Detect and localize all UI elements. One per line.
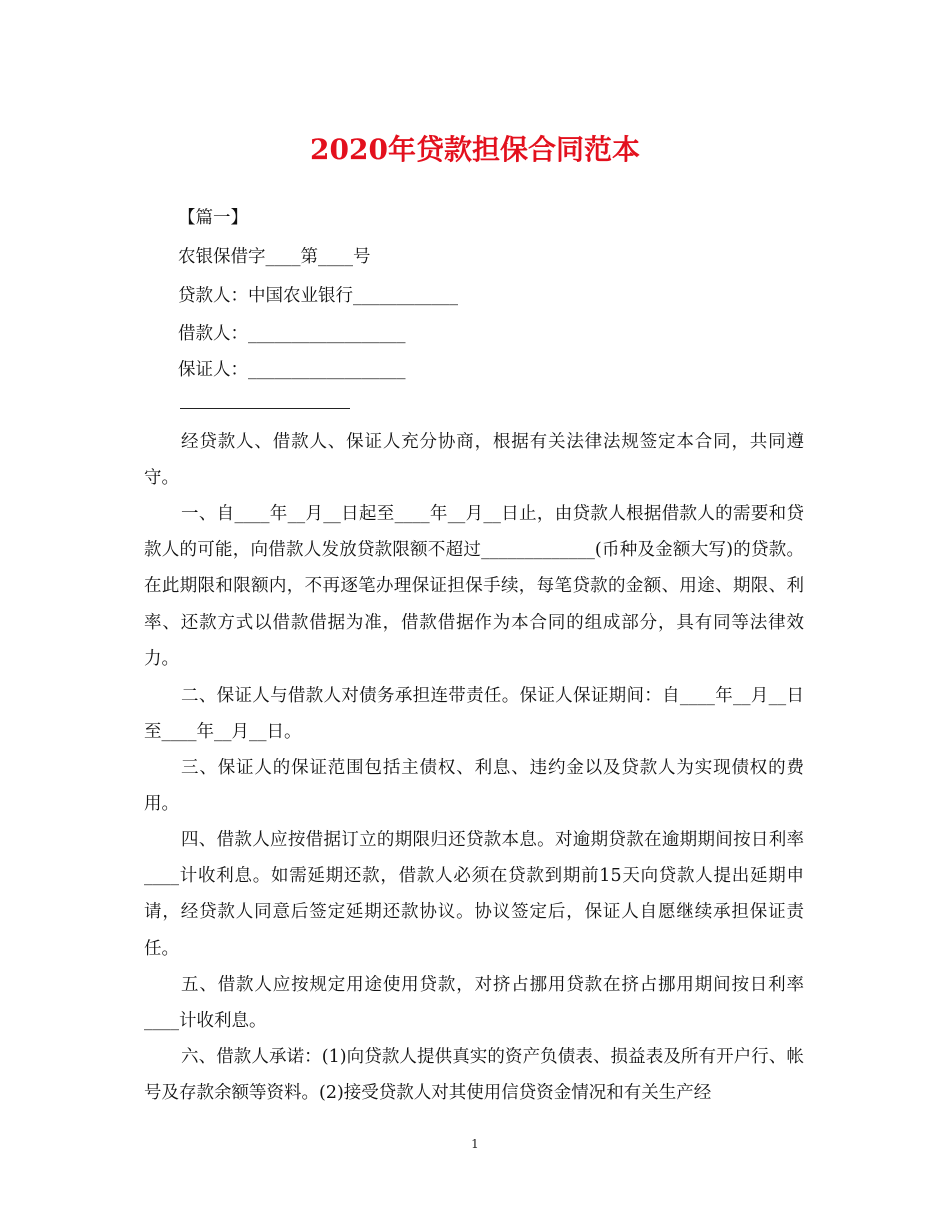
signature-blank-line: [180, 408, 350, 409]
borrower-line: 借款人：__________________: [178, 324, 406, 344]
guarantor-line: 保证人：__________________: [178, 360, 406, 380]
document-title: 2020年贷款担保合同范本: [310, 133, 640, 166]
paragraph-clause-3: 三、保证人的保证范围包括主债权、利息、违约金以及贷款人为实现债权的费用。: [144, 758, 804, 815]
contract-number-line: 农银保借字____第____号: [178, 247, 371, 267]
paragraph-clause-4: 四、借款人应按借据订立的期限归还贷款本息。对逾期贷款在逾期期间按日利率____计收利息。如需延期还款，借款人必须在贷款到期前15天向贷款人提出延期申请，经贷款人同意后签定延期还款协议。协议签定后，保证人自愿继续承担保证责任。: [144, 830, 804, 959]
paragraph-intro: 经贷款人、借款人、保证人充分协商，根据有关法律法规签定本合同，共同遵守。: [144, 432, 804, 489]
paragraph-clause-1: 一、自____年__月__日起至____年__月__日止，由贷款人根据借款人的需要和贷款人的可能，向借款人发放贷款限额不超过_____________(币种及金额大写)的贷款。在此期限和限额内，不再逐笔办理保证担保手续，每笔贷款的金额、用途、期限、利率、还款方式以借款借据为准，借款借据作为本合同的组成部分，具有同等法律效力。: [144, 504, 804, 669]
page-number: 1: [471, 1137, 479, 1151]
lender-line: 贷款人：中国农业银行____________: [178, 286, 458, 306]
section-label: 【篇一】: [178, 208, 248, 228]
paragraph-clause-5: 五、借款人应按规定用途使用贷款，对挤占挪用贷款在挤占挪用期间按日利率____计收利息。: [144, 975, 804, 1032]
paragraph-clause-6: 六、借款人承诺：(1)向贷款人提供真实的资产负债表、损益表及所有开户行、帐号及存款余额等资料。(2)接受贷款人对其使用信贷资金情况和有关生产经: [144, 1047, 804, 1104]
paragraph-clause-2: 二、保证人与借款人对债务承担连带责任。保证人保证期间：自____年__月__日至____年__月__日。: [144, 686, 804, 743]
